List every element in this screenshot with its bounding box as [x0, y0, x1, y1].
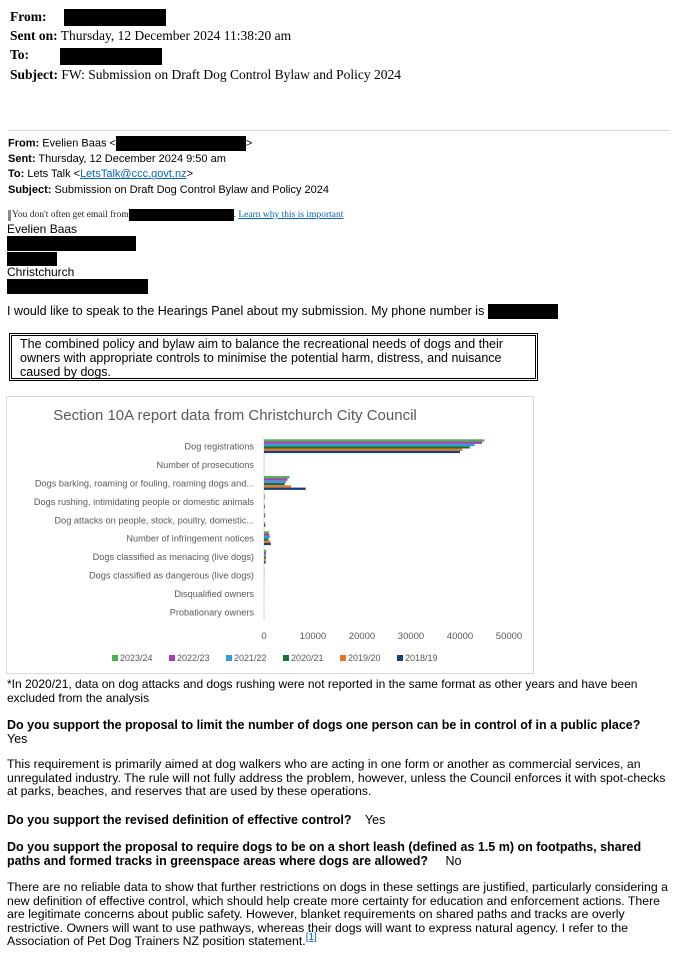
paragraph-leash-reasoning	[7, 881, 669, 949]
bar	[264, 444, 475, 446]
inner-subject-row	[8, 183, 329, 199]
outer-subject-row	[10, 65, 401, 84]
x-tick-label: 20000	[348, 631, 376, 642]
lets-talk-email-link[interactable]: LetsTalk@ccc.govt.nz	[80, 168, 187, 181]
answer-limit-dogs: Yes	[7, 732, 28, 746]
bar	[264, 561, 266, 563]
category-label: Probationary owners	[169, 607, 254, 618]
legend-label: 2020/21	[291, 653, 324, 663]
redacted-address-line-2	[7, 251, 148, 265]
hearing-request-line	[7, 303, 558, 319]
notice-bar	[8, 210, 11, 221]
learn-why-link[interactable]: Learn why this is important	[238, 210, 344, 221]
outer-email-header	[10, 7, 401, 84]
bar	[264, 554, 266, 556]
legend-label: 2018/19	[405, 653, 438, 663]
outer-sent-value: Thursday, 12 December 2024 11:38:20 am	[60, 28, 292, 44]
inner-sent-label: Sent:	[8, 152, 36, 165]
outer-to-label: To:	[10, 47, 30, 63]
inner-to-suffix: >	[186, 168, 194, 181]
inner-subject-label: Subject:	[8, 183, 52, 196]
bar	[264, 478, 288, 480]
question-effective-control-text: Do you support the revised definition of effective control?	[7, 813, 352, 827]
legend-label: 2021/22	[234, 653, 267, 663]
legend-swatch	[283, 655, 289, 661]
question-limit-dogs	[7, 718, 667, 746]
legend-swatch	[169, 655, 175, 661]
outer-subject-value: FW: Submission on Draft Dog Control Bylaw and Policy 2024	[61, 66, 401, 82]
inner-from-label: From:	[8, 137, 40, 150]
x-tick-label: 30000	[397, 631, 425, 642]
bar	[264, 451, 460, 453]
legend-swatch	[112, 655, 118, 661]
outer-from-row	[10, 7, 401, 26]
paragraph-leash-text: There are no reliable data to show that further restrictions on dogs in these settings are justified, particularly considering a new definition of effective control, which should help create more certainty for education and enforcement actions. There are legitimate concerns about public safety. However, blanket requirements on shared paths and tracks are overly restrictive. Owners will want to use pathways, whereas their dogs will want to express natural agency. I refer to the Association of Pet Dog Trainers NZ position statement.	[7, 880, 668, 949]
x-tick-label: 0	[261, 631, 267, 642]
inner-subject-value: Submission on Draft Dog Control Bylaw and Policy 2024	[54, 183, 329, 196]
x-tick-label: 10000	[299, 631, 327, 642]
bar	[264, 488, 306, 490]
external-sender-notice	[8, 209, 343, 222]
redacted-recipient	[60, 48, 162, 65]
inner-sent-value: Thursday, 12 December 2024 9:50 am	[38, 152, 226, 165]
legend-label: 2019/20	[348, 653, 381, 663]
chart-footnote: *In 2020/21, data on dog attacks and dogs rushing were not reported in the same format as other years and have been excluded from the analysis	[7, 677, 638, 705]
bar	[264, 550, 266, 552]
answer-effective-control: Yes	[364, 813, 386, 827]
category-label: Dogs barking, roaming or fouling, roaming dogs and...	[34, 478, 254, 489]
bar	[264, 522, 265, 524]
legend-label: 2022/23	[177, 653, 210, 663]
bar	[264, 515, 265, 517]
chart-svg	[7, 397, 533, 673]
forwarded-email-header	[8, 136, 329, 198]
bar	[264, 513, 265, 515]
notice-text: You don't often get email from	[12, 210, 129, 221]
category-label: Number of prosecutions	[156, 460, 254, 471]
category-label: Dog registrations	[184, 441, 254, 452]
inner-sent-row	[8, 152, 329, 168]
inner-from-close: >	[245, 137, 253, 150]
category-label: Dogs classified as dangerous (live dogs)	[89, 570, 254, 581]
bar	[264, 534, 269, 536]
legend-swatch	[340, 655, 346, 661]
category-label: Dogs rushing, intimidating people or domestic animals	[33, 496, 254, 507]
answer-short-leash: No	[445, 854, 462, 868]
category-label: Number of infringement notices	[126, 533, 254, 544]
bar	[264, 538, 268, 540]
category-label: Disqualified owners	[174, 588, 254, 599]
inner-to-prefix: Lets Talk <	[27, 168, 81, 181]
section-10a-chart	[6, 396, 534, 674]
bar	[264, 495, 265, 497]
legend-swatch	[226, 655, 232, 661]
inner-to-label: To:	[8, 168, 25, 181]
bar	[264, 476, 289, 478]
bar	[264, 531, 269, 533]
question-limit-dogs-text: Do you support the proposal to limit the number of dogs one person can be in control of in a public place?	[7, 718, 641, 732]
outer-to-row	[10, 45, 401, 64]
bar	[264, 504, 265, 506]
bar	[264, 483, 285, 485]
redacted-sender-email	[116, 136, 246, 151]
header-divider	[8, 130, 670, 131]
outer-sent-row	[10, 26, 401, 45]
inner-from-name: Evelien Baas <	[42, 137, 116, 150]
category-label: Dogs classified as menacing (live dogs)	[92, 552, 254, 563]
x-tick-label: 50000	[495, 631, 523, 642]
bar	[264, 524, 265, 526]
question-effective-control	[7, 813, 667, 827]
question-short-leash-text: Do you support the proposal to require dogs to be on a short leash (defined as 1.5 m) on footpaths, shared paths and formed tracks in greenspace areas where dogs are allowed?	[7, 840, 642, 868]
legend-label: 2023/24	[120, 653, 153, 663]
sender-block	[7, 222, 148, 294]
footnote-ref-link[interactable]: [1]	[305, 932, 317, 944]
bar	[264, 536, 270, 538]
outer-sent-label: Sent on:	[10, 28, 58, 44]
x-tick-label: 40000	[446, 631, 474, 642]
bar	[264, 557, 266, 559]
sender-city: Christchurch	[7, 265, 75, 279]
redacted-phone	[488, 304, 558, 319]
bar	[264, 543, 271, 545]
notice-period: .	[233, 210, 236, 221]
boxed-policy-quote: The combined policy and bylaw aim to balance the recreational needs of dogs and their owners with appropriate controls to minimise the potential harm, distress, and nuisance caused by dogs.	[9, 333, 538, 381]
question-short-leash	[7, 840, 667, 868]
bar	[264, 449, 462, 451]
redacted-address-line-3	[7, 279, 148, 294]
legend-swatch	[397, 655, 403, 661]
bar	[264, 559, 266, 561]
outer-from-label: From:	[10, 9, 47, 24]
bar	[264, 439, 485, 441]
category-label: Dog attacks on people, stock, poultry, domestic...	[54, 515, 254, 526]
redacted-address-line-1	[7, 236, 148, 251]
redacted-notice-email	[129, 209, 234, 221]
inner-from-row	[8, 136, 329, 152]
bar	[264, 506, 265, 508]
hearing-request-text: I would like to speak to the Hearings Panel about my submission. My phone number is	[7, 304, 485, 318]
bar	[264, 552, 266, 554]
chart-title: Section 10A report data from Christchurch City Council	[53, 407, 417, 424]
inner-to-row	[8, 167, 329, 183]
bar	[264, 442, 482, 444]
bar	[264, 497, 265, 499]
bar	[264, 446, 470, 448]
bar	[264, 541, 270, 543]
paragraph-dog-walkers: This requirement is primarily aimed at dog walkers who are acting in one form or another as commercial services, an unregulated industry. The rule will not fully address the problem, however, unless the Council enforces it with spot-checks at parks, beaches, and reserves that are used by these operations.	[7, 757, 666, 799]
bar	[264, 485, 291, 487]
bar	[264, 481, 286, 483]
redacted-sender	[64, 9, 166, 26]
outer-subject-label: Subject:	[10, 66, 58, 82]
sender-name: Evelien Baas	[7, 222, 78, 236]
